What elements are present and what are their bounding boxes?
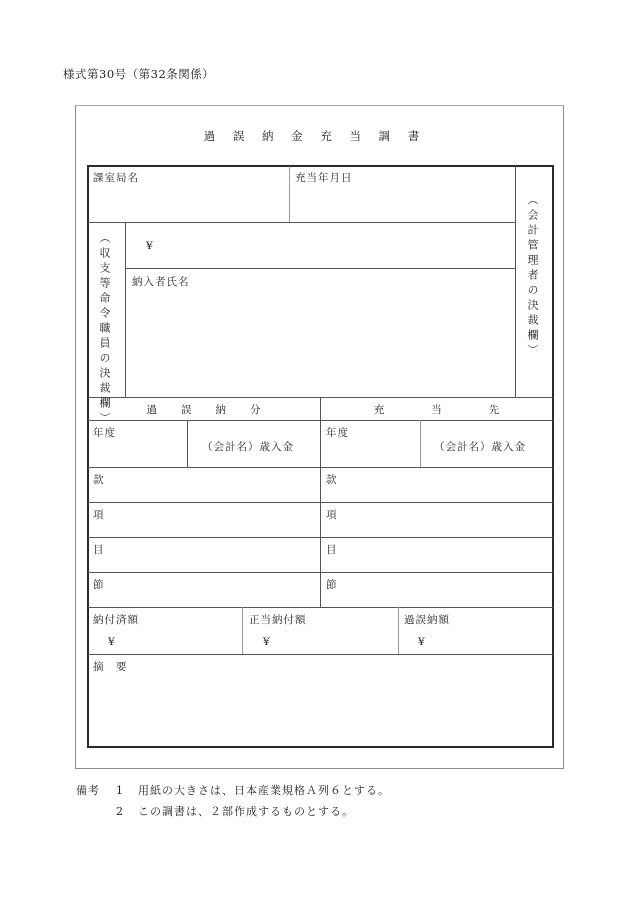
allocation-kou-field[interactable]: 項 (326, 509, 338, 521)
divider-left-approval (125, 222, 126, 397)
yen-icon: ¥ (418, 636, 426, 648)
overpayment-setsu-field[interactable]: 節 (93, 579, 105, 591)
yen-icon: ¥ (108, 636, 116, 648)
divider-amount-1 (242, 607, 243, 654)
overpayment-header: 過 誤 納 分 (146, 404, 262, 416)
divider-dept-date (289, 166, 290, 222)
overpayment-fiscal-year-field[interactable]: 年度 (93, 427, 116, 439)
divider-top-row (88, 222, 515, 223)
overpaid-amount-field[interactable]: 過誤納額 (404, 614, 450, 626)
allocation-kan-field[interactable]: 款 (326, 474, 338, 486)
allocation-header: 充 当 先 (373, 404, 501, 416)
form-number: 様式第30号（第32条関係） (63, 67, 215, 81)
note-2 (76, 803, 354, 819)
payer-name-field[interactable]: 納入者氏名 (132, 276, 190, 288)
divider-setsu (88, 607, 553, 608)
left-approval-field[interactable]: （収支等命令職員の決裁欄） (98, 232, 111, 427)
allocation-account-field[interactable]: （会計名）歳入金 (434, 441, 526, 453)
yen-icon: ¥ (146, 240, 154, 252)
overpayment-moku-field[interactable]: 目 (93, 544, 105, 556)
correct-amount-field[interactable]: 正当納付額 (249, 614, 307, 626)
note-1 (76, 782, 390, 798)
note-number: 2 (116, 805, 124, 818)
divider-amount-2 (398, 607, 399, 654)
note-text: この調書は、２部作成するものとする。 (138, 805, 354, 818)
allocation-date-field[interactable]: 充当年月日 (295, 172, 353, 184)
allocation-fiscal-year-field[interactable]: 年度 (326, 427, 349, 439)
overpayment-kou-field[interactable]: 項 (93, 509, 105, 521)
overpayment-account-field[interactable]: （会計名）歳入金 (202, 441, 294, 453)
overpayment-kan-field[interactable]: 款 (93, 474, 105, 486)
allocation-moku-field[interactable]: 目 (326, 544, 338, 556)
divider-right-approval (515, 166, 516, 397)
divider-left-year (187, 420, 188, 467)
document-title: 過 誤 納 金 充 当 調 書 (203, 129, 427, 143)
note-number: 1 (116, 784, 124, 797)
paid-amount-field[interactable]: 納付済額 (93, 614, 139, 626)
divider-center (320, 397, 321, 607)
note-text: 用紙の大きさは、日本産業規格Ａ列６とする。 (138, 784, 390, 797)
notes-label: 備考 (76, 784, 100, 797)
divider-right-year (420, 420, 421, 467)
divider-amount-payer (125, 268, 515, 269)
divider-amounts (88, 654, 553, 655)
department-field[interactable]: 課室局名 (93, 172, 139, 184)
allocation-setsu-field[interactable]: 節 (326, 579, 338, 591)
remarks-field[interactable]: 摘 要 (93, 661, 128, 673)
yen-icon: ¥ (263, 636, 271, 648)
right-approval-field[interactable]: （会計管理者の決裁欄） (526, 194, 539, 359)
